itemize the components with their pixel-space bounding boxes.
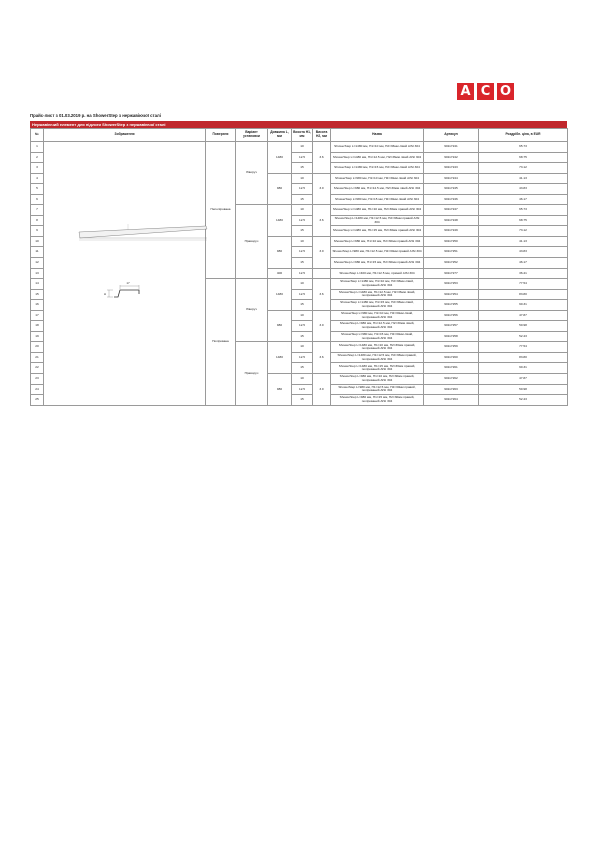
name-cell: ShowerStep L=1480 мм, H1=15 мм, H2=36мм лівий AISI 304 [331, 163, 424, 174]
col-version: Варіант установки [236, 129, 268, 142]
article-cell: 90117258 [424, 331, 479, 342]
price-cell: 77.54 [479, 279, 568, 290]
price-cell: 43.83 [479, 247, 568, 258]
article-cell: 90117253 [424, 279, 479, 290]
article-cell: 90117250 [424, 236, 479, 247]
length-cell: 980 [268, 236, 292, 268]
col-surface: Поверхня [206, 129, 236, 142]
col-no: № [31, 129, 44, 142]
h1-cell: 15 [292, 331, 313, 342]
row-no: 22 [31, 363, 44, 374]
table-row [31, 142, 568, 153]
h1-cell: 10 [292, 205, 313, 216]
name-cell: ShowerStep L=1480 мм, H1=12.5 мм, H2=36мм лівий AISI 304 [331, 152, 424, 163]
aco-logo [457, 83, 514, 100]
price-cell: 36.41 [479, 268, 568, 279]
article-cell: 90117277 [424, 268, 479, 279]
length-cell: 1480 [268, 342, 292, 374]
dim-height-label: H [103, 292, 107, 296]
length-cell: 980 [268, 310, 292, 342]
name-cell: ShowerStep L=1480 мм, H1=12.5 мм, H2=36мм правий AISI 304 [331, 215, 424, 226]
col-image: Зображення [44, 129, 206, 142]
article-cell: 90117242 [424, 152, 479, 163]
price-cell: 65.73 [479, 205, 568, 216]
h1-cell: 10 [292, 279, 313, 290]
name-cell: ShowerStep L=1480 мм, H1=15 мм, H2=36мм лівий, полірований AISI 304 [331, 300, 424, 311]
col-height2: Висота H2, мм [313, 129, 331, 142]
price-cell: 47.87 [479, 374, 568, 385]
price-cell: 90.31 [479, 300, 568, 311]
article-cell: 90117263 [424, 384, 479, 395]
row-no: 18 [31, 321, 44, 332]
h1-cell: 10 [292, 236, 313, 247]
row-no: 21 [31, 352, 44, 363]
row-no: 10 [31, 236, 44, 247]
article-cell: 90117262 [424, 374, 479, 385]
article-cell: 90117255 [424, 300, 479, 311]
name-cell: ShowerStep L=980 мм, H1=10 мм, H2=30мм правий, полірований AISI 304 [331, 374, 424, 385]
price-cell: 50.98 [479, 321, 568, 332]
price-cell: 52.43 [479, 395, 568, 406]
price-cell: 47.87 [479, 310, 568, 321]
article-cell: 90117261 [424, 363, 479, 374]
article-cell: 90117249 [424, 226, 479, 237]
row-no: 6 [31, 194, 44, 205]
article-cell: 90117245 [424, 184, 479, 195]
price-cell: 73.12 [479, 226, 568, 237]
row-no: 17 [31, 310, 44, 321]
length-cell: 980 [268, 173, 292, 205]
length-cell: 980 [268, 374, 292, 406]
h2-cell: 3.6 [313, 279, 331, 311]
h1-cell: 12.5 [292, 152, 313, 163]
h1-cell: 12.5 [292, 289, 313, 300]
row-no: 5 [31, 184, 44, 195]
h1-cell: 12.5 [292, 184, 313, 195]
name-cell: ShowerStep L=980 мм, H1=12.5 мм, H2=30мм лівий AISI 304 [331, 184, 424, 195]
row-no: 19 [31, 331, 44, 342]
name-cell: ShowerStep L=980 мм, H1=15 мм, H2=30мм правий AISI 304 [331, 258, 424, 269]
length-cell: 1480 [268, 279, 292, 311]
row-no: 7 [31, 205, 44, 216]
article-cell: 90117259 [424, 342, 479, 353]
length-cell: 400 [268, 268, 292, 279]
h1-cell: 10 [292, 173, 313, 184]
h1-cell: 15 [292, 194, 313, 205]
price-cell: 46.17 [479, 258, 568, 269]
price-cell: 68.75 [479, 152, 568, 163]
h2-cell: 3.6 [313, 342, 331, 374]
row-no: 8 [31, 215, 44, 226]
article-cell: 90117247 [424, 205, 479, 216]
page-title: Прайс-лист з 01.03.2019 р. на ShowerStep з нержавіючої сталі [30, 113, 161, 118]
profile-long-view [79, 224, 207, 240]
product-drawing [76, 220, 236, 310]
row-no: 24 [31, 384, 44, 395]
h2-cell: 3.0 [313, 236, 331, 268]
h2-cell: 3.0 [313, 374, 331, 406]
price-cell: 83.80 [479, 352, 568, 363]
length-cell: 1480 [268, 205, 292, 237]
dim-width-label: 17 [126, 281, 130, 285]
h2-cell: 3.6 [313, 205, 331, 237]
logo-letter: A [457, 83, 474, 100]
row-no: 3 [31, 163, 44, 174]
col-length: Довжина L, мм [268, 129, 292, 142]
col-price: Роздрібн. ціна, в EUR [479, 129, 568, 142]
section-banner: Нержавіючий елемент для підлоги ShowerStep з нержавіючої сталі [30, 121, 567, 128]
h2-cell: 3.0 [313, 173, 331, 205]
col-name: Назва [331, 129, 424, 142]
surface-cell: Полірована [206, 279, 236, 406]
row-no: 2 [31, 152, 44, 163]
row-no: 20 [31, 342, 44, 353]
h1-cell: 15 [292, 363, 313, 374]
price-cell: 41.13 [479, 173, 568, 184]
article-cell: 90117241 [424, 142, 479, 153]
name-cell: ShowerStep L=1480 мм, H1=12.5 мм, H2=36мм правий, полірований AISI 304 [331, 352, 424, 363]
price-cell: 41.13 [479, 236, 568, 247]
name-cell: ShowerStep L=400 мм, H1=12.5 мм, прямий AISI 304 [331, 268, 424, 279]
name-cell: ShowerStep L=1480 мм, H1=10 мм, H2=36мм правий, полірований AISI 304 [331, 342, 424, 353]
name-cell: ShowerStep L=1480 мм, H1=10 мм, H2=36мм лівий AISI 304 [331, 142, 424, 153]
h1-cell: 10 [292, 342, 313, 353]
h1-cell: 12.5 [292, 352, 313, 363]
article-cell: 90117246 [424, 194, 479, 205]
row-no: 15 [31, 289, 44, 300]
h1-cell: 12.5 [292, 247, 313, 258]
row-no: 4 [31, 173, 44, 184]
row-no: 12 [31, 258, 44, 269]
h1-cell: 12.5 [292, 321, 313, 332]
row-no: 14 [31, 279, 44, 290]
h2-cell: 3.6 [313, 142, 331, 174]
price-cell: 83.80 [479, 289, 568, 300]
h1-cell: 10 [292, 374, 313, 385]
profile-section-view [104, 281, 139, 297]
row-no: 23 [31, 374, 44, 385]
article-cell: 90117264 [424, 395, 479, 406]
version-cell: Праворуч [236, 342, 268, 405]
h1-cell: 15 [292, 258, 313, 269]
row-no: 1 [31, 142, 44, 153]
col-height1: Висота H1, мм [292, 129, 313, 142]
version-cell: Праворуч [236, 205, 268, 279]
article-cell: 90117260 [424, 352, 479, 363]
name-cell: ShowerStep L=980 мм, H1=15 мм, H2=30мм правий, полірований AISI 304 [331, 395, 424, 406]
name-cell: ShowerStep L=980 мм, H1=10 мм, H2=30мм лівий AISI 304 [331, 173, 424, 184]
price-cell: 77.54 [479, 342, 568, 353]
price-cell: 50.98 [479, 384, 568, 395]
article-cell: 90117254 [424, 289, 479, 300]
name-cell: ShowerStep L=980 мм, H1=12.5 мм, H2=30мм правий, полірований AISI 304 [331, 384, 424, 395]
name-cell: ShowerStep L=980 мм, H1=12.5 мм, H2=30мм правий AISI 304 [331, 247, 424, 258]
name-cell: ShowerStep L=980 мм, H1=15 мм, H2=30мм лівий AISI 304 [331, 194, 424, 205]
article-cell: 90117251 [424, 247, 479, 258]
article-cell: 90117256 [424, 310, 479, 321]
h1-cell: 15 [292, 300, 313, 311]
name-cell: ShowerStep L=980 мм, H1=12.5 мм, H2=30мм лівий, полірований AISI 304 [331, 321, 424, 332]
price-cell: 68.75 [479, 215, 568, 226]
name-cell: ShowerStep L=980 мм, H1=10 мм, H2=30мм лівий, полірований AISI 304 [331, 310, 424, 321]
article-cell: 90117244 [424, 173, 479, 184]
name-cell: ShowerStep L=1480 мм, H1=10 мм, H2=36мм лівий, полірований AISI 304 [331, 279, 424, 290]
h2-cell: 3.0 [313, 310, 331, 342]
row-no: 25 [31, 395, 44, 406]
h2-cell [313, 268, 331, 279]
h1-cell: 10 [292, 310, 313, 321]
col-article: Артикул [424, 129, 479, 142]
version-cell: Ліворуч [236, 142, 268, 205]
h1-cell: 12.5 [292, 268, 313, 279]
h1-cell: 15 [292, 226, 313, 237]
h1-cell: 15 [292, 395, 313, 406]
row-no: 13 [31, 268, 44, 279]
version-cell: Ліворуч [236, 279, 268, 342]
name-cell: ShowerStep L=1480 мм, H1=12.5 мм, H2=36мм лівий, полірований AISI 304 [331, 289, 424, 300]
h1-cell: 15 [292, 163, 313, 174]
logo-letter: O [497, 83, 514, 100]
article-cell: 90117248 [424, 215, 479, 226]
row-no: 11 [31, 247, 44, 258]
price-cell: 46.17 [479, 194, 568, 205]
length-cell: 1480 [268, 142, 292, 174]
price-cell: 52.43 [479, 331, 568, 342]
price-cell: 65.73 [479, 142, 568, 153]
price-cell: 90.31 [479, 363, 568, 374]
price-cell: 73.12 [479, 163, 568, 174]
name-cell: ShowerStep L=980 мм, H1=10 мм, H2=30мм правий AISI 304 [331, 236, 424, 247]
h1-cell: 12.5 [292, 215, 313, 226]
logo-letter: C [477, 83, 494, 100]
article-cell: 90117252 [424, 258, 479, 269]
article-cell: 90117243 [424, 163, 479, 174]
name-cell: ShowerStep L=1480 мм, H1=15 мм, H2=36мм правий, полірований AISI 304 [331, 363, 424, 374]
price-cell: 43.83 [479, 184, 568, 195]
row-no: 16 [31, 300, 44, 311]
h1-cell: 10 [292, 142, 313, 153]
h1-cell: 12.5 [292, 384, 313, 395]
name-cell: ShowerStep L=1480 мм, H1=10 мм, H2=36мм правий AISI 304 [331, 205, 424, 216]
name-cell: ShowerStep L=1480 мм, H1=15 мм, H2=36мм правий AISI 304 [331, 226, 424, 237]
name-cell: ShowerStep L=980 мм, H1=15 мм, H2=30мм лівий, полірований AISI 304 [331, 331, 424, 342]
row-no: 9 [31, 226, 44, 237]
surface-cell: Неполірована [206, 142, 236, 279]
article-cell: 90117257 [424, 321, 479, 332]
